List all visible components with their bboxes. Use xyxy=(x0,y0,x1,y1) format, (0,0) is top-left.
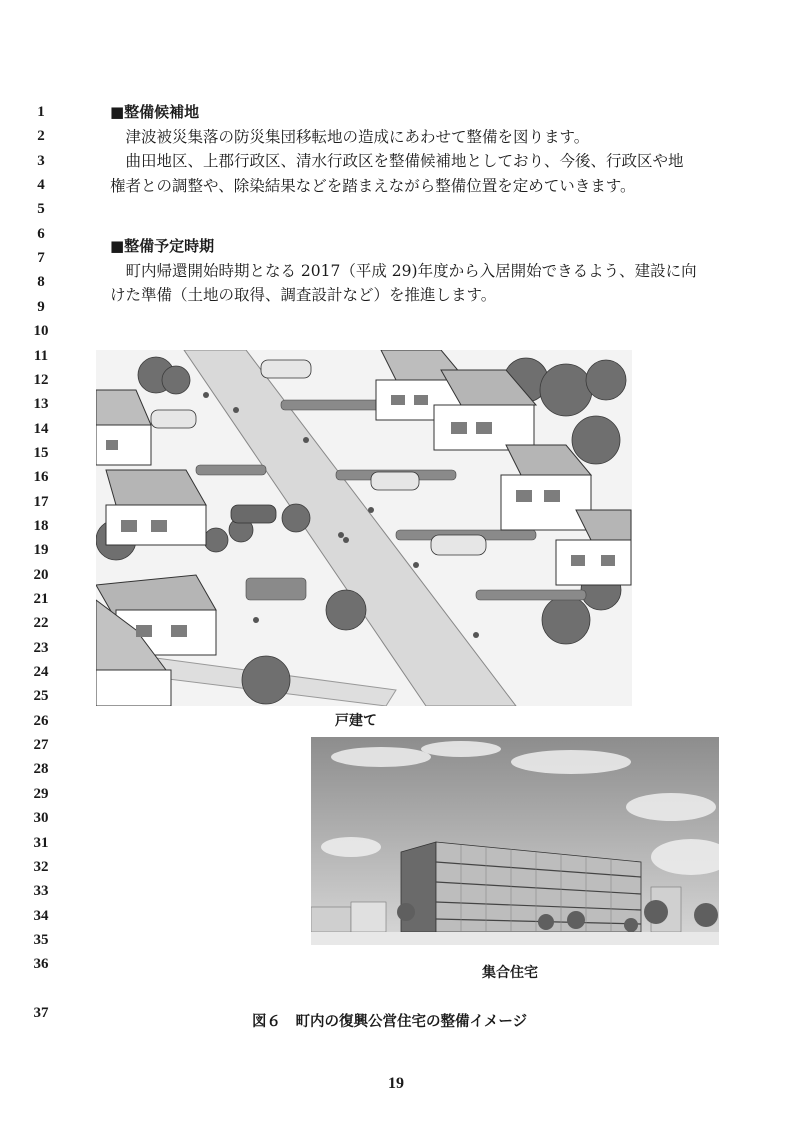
line-number: 22 xyxy=(33,615,49,632)
detached-houses-illustration xyxy=(96,350,632,706)
line-number: 18 xyxy=(33,517,49,534)
line-number: 7 xyxy=(37,250,45,267)
apartment-complex-illustration xyxy=(311,737,719,945)
line-number: 24 xyxy=(33,664,49,681)
line-number: 16 xyxy=(33,469,49,486)
section-heading: ■整備候補地 xyxy=(110,103,200,121)
paragraph-line: 町内帰還開始時期となる 2017（平成 29)年度から入居開始できるよう、建設に向 xyxy=(125,261,697,280)
line-number: 12 xyxy=(33,371,49,388)
line-number: 1 xyxy=(37,104,45,120)
line-number: 11 xyxy=(33,347,49,364)
line-number: 13 xyxy=(33,396,49,413)
line-number: 30 xyxy=(33,810,49,827)
line-number: 27 xyxy=(33,737,49,754)
line-number: 19 xyxy=(33,542,49,559)
line-number: 5 xyxy=(37,201,45,218)
figure-caption: 図６ 町内の復興公営住宅の整備イメージ xyxy=(252,1014,528,1030)
line-number: 6 xyxy=(37,225,45,242)
section-schedule xyxy=(110,234,730,308)
line-number: 20 xyxy=(33,566,49,583)
line-number: 15 xyxy=(33,444,49,461)
line-number: 4 xyxy=(37,177,45,194)
paragraph-line: 権者との調整や、除染結果などを踏まえながら整備位置を定めていきます。 xyxy=(110,176,636,195)
line-number: 25 xyxy=(33,688,49,705)
line-number: 33 xyxy=(33,883,49,900)
line-number: 21 xyxy=(33,591,49,607)
line-number: 8 xyxy=(37,274,45,291)
page-number: 19 xyxy=(388,1075,404,1092)
line-number: 23 xyxy=(33,639,49,656)
line-number: 32 xyxy=(33,858,49,875)
paragraph: 津波被災集落の防災集団移転地の造成にあわせて整備を図ります。 xyxy=(125,127,590,146)
line-number: 34 xyxy=(33,907,49,924)
line-number: 14 xyxy=(33,420,49,437)
line-number: 37 xyxy=(33,1004,49,1021)
paragraph-line: 曲田地区、上郡行政区、清水行政区を整備候補地としており、今後、行政区や地 xyxy=(125,152,684,170)
line-number: 36 xyxy=(33,956,49,973)
detached-houses-caption: 戸建て xyxy=(335,713,377,729)
paragraph-line: けた準備（土地の取得、調査設計など）を推進します。 xyxy=(110,286,497,304)
section-heading: ■整備予定時期 xyxy=(110,237,215,255)
line-number: 28 xyxy=(33,761,49,778)
line-number: 17 xyxy=(33,493,49,510)
line-number: 2 xyxy=(37,128,45,145)
line-number: 31 xyxy=(33,834,49,851)
section-candidate-sites xyxy=(110,100,730,198)
line-number: 29 xyxy=(33,785,49,802)
apartment-complex-caption: 集合住宅 xyxy=(482,965,538,981)
line-number: 9 xyxy=(37,298,45,315)
line-number: 10 xyxy=(33,323,49,340)
line-number: 26 xyxy=(33,712,49,729)
line-number: 35 xyxy=(33,931,49,948)
line-number: 3 xyxy=(37,152,45,169)
